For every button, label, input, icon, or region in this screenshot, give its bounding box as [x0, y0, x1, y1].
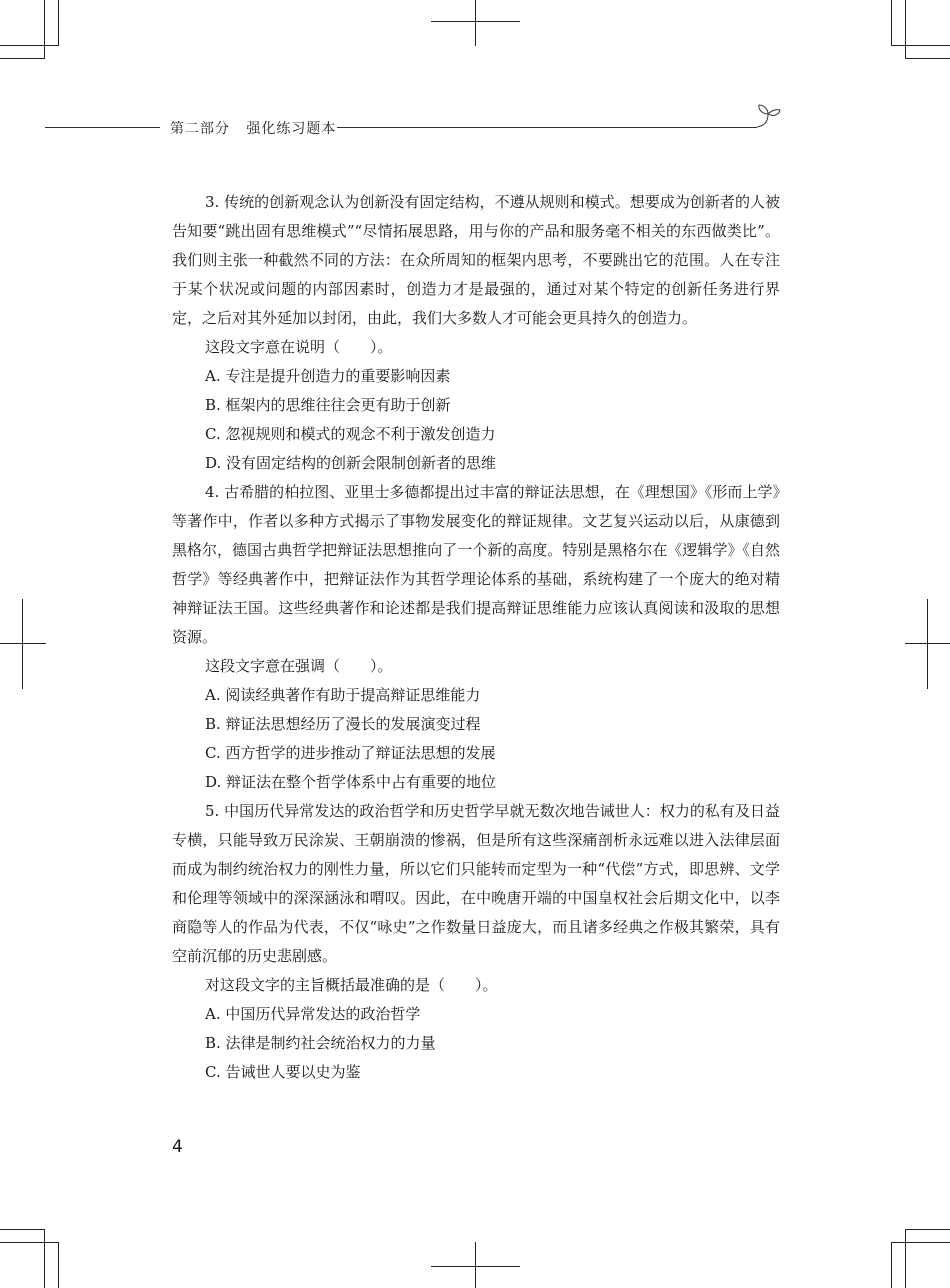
option-d: D. 辩证法在整个哲学体系中占有重要的地位 [205, 773, 497, 791]
crop-mark [891, 1242, 950, 1243]
option-b: B. 辩证法思想经历了漫长的发展演变过程 [205, 715, 481, 733]
page-number: 4 [172, 1137, 183, 1157]
question-stem: 5. 中国历代异常发达的政治哲学和历史哲学早就无数次地告诫世人：权力的私有及日益专横，只能导致万民涂炭、王朝崩溃的惨祸，但是所有这些深痛剖析永远难以进入法律层面而成为制约统治权力的刚性力量，所以它们只能转而定型为一种“代偿”方式，即思辨、文学和伦理等领域中的深深涵泳和喟叹。因此，在中晚唐开端的中国皇权社会后期文化中，以李商隐等人的作品为代表，不仅“咏史”之作数量日益庞大，而且诸多经典之作极其繁荣，具有空前沉郁的历史悲剧感。 [172, 802, 780, 965]
crop-mark [431, 1266, 520, 1267]
crop-mark [58, 0, 59, 46]
option-b: B. 法律是制约社会统治权力的力量 [205, 1034, 436, 1052]
crop-mark [475, 0, 476, 46]
crop-mark [475, 1242, 476, 1288]
option-a: A. 专注是提升创造力的重要影响因素 [205, 367, 451, 385]
crop-mark [0, 58, 45, 59]
header-rule-right [337, 127, 757, 128]
option-c: C. 西方哲学的进步推动了辩证法思想的发展 [205, 744, 496, 762]
crop-mark [0, 643, 46, 644]
crop-mark [0, 45, 59, 46]
header-title: 强化练习题本 [246, 121, 337, 137]
option-a: A. 阅读经典著作有助于提高辩证思维能力 [205, 686, 481, 704]
crop-mark [905, 0, 906, 59]
crop-mark [0, 1242, 59, 1243]
question-prompt: 这段文字意在强调（ ）。 [205, 657, 393, 675]
crop-mark [905, 643, 950, 644]
crop-mark [891, 0, 892, 46]
sprout-icon [752, 102, 782, 130]
crop-mark [22, 599, 23, 689]
crop-mark [58, 1242, 59, 1288]
header-rule-left [45, 127, 160, 128]
question-4 [172, 478, 780, 797]
running-header [170, 118, 336, 138]
option-d: D. 没有固定结构的创新会限制创新者的思维 [205, 454, 497, 472]
crop-mark [44, 0, 45, 59]
crop-mark [891, 45, 950, 46]
option-c: C. 忽视规则和模式的观念不利于激发创造力 [205, 425, 496, 443]
crop-mark [905, 1229, 906, 1288]
option-b: B. 框架内的思维往往会更有助于创新 [205, 396, 451, 414]
crop-mark [905, 1229, 950, 1230]
crop-mark [431, 21, 520, 22]
question-prompt: 这段文字意在说明（ ）。 [205, 338, 393, 356]
header-section: 第二部分 [170, 121, 230, 137]
crop-mark [905, 58, 950, 59]
question-5 [172, 797, 780, 1087]
option-c: C. 告诫世人要以史为鉴 [205, 1063, 361, 1081]
question-stem: 3. 传统的创新观念认为创新没有固定结构，不遵从规则和模式。想要成为创新者的人被告知要“跳出固有思维模式”“尽情拓展思路，用与你的产品和服务毫不相关的东西做类比”。我们则主张一种截然不同的方法：在众所周知的框架内思考，不要跳出它的范围。人在专注于某个状况或问题的内部因素时，创造力才是最强的，通过对某个特定的创新任务进行界定，之后对其外延加以封闭，由此，我们大多数人才可能会更具持久的创造力。 [172, 193, 780, 327]
option-a: A. 中国历代异常发达的政治哲学 [205, 1005, 421, 1023]
question-stem: 4. 古希腊的柏拉图、亚里士多德都提出过丰富的辩证法思想，在《理想国》《形而上学》等著作中，作者以多种方式揭示了事物发展变化的辩证规律。文艺复兴运动以后，从康德到黑格尔，德国古典哲学把辩证法思想推向了一个新的高度。特别是黑格尔在《逻辑学》《自然哲学》等经典著作中，把辩证法作为其哲学理论体系的基础，系统构建了一个庞大的绝对精神辩证法王国。这些经典著作和论述都是我们提高辩证思维能力应该认真阅读和汲取的思想资源。 [172, 483, 780, 646]
question-list [172, 188, 780, 1087]
crop-mark [891, 1242, 892, 1288]
question-3 [172, 188, 780, 478]
crop-mark [44, 1229, 45, 1288]
question-prompt: 对这段文字的主旨概括最准确的是（ ）。 [205, 976, 498, 994]
crop-mark [927, 599, 928, 689]
crop-mark [0, 1229, 45, 1230]
